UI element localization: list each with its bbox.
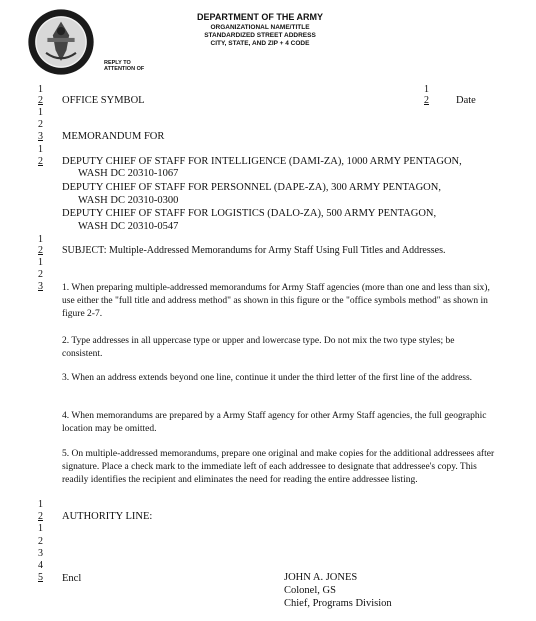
body-paragraph-3: 3. When an address extends beyond one line, continue it under the third letter of the first line of the address. [62, 373, 473, 383]
spacing-number: 2 [38, 269, 43, 280]
signature-name: JOHN A. JONES [284, 572, 358, 583]
memorandum-for-label: MEMORANDUM FOR [62, 131, 165, 142]
body-paragraph-4: 4. When memorandums are prepared by a Army Staff agency for other Army Staff agencies, the full geographic location may be omitted. [62, 411, 487, 434]
city-state-zip: CITY, STATE, AND ZIP + 4 CODE [210, 40, 310, 47]
spacing-number: 2 [38, 119, 43, 130]
spacing-number: 2 [38, 95, 43, 106]
spacing-number: 5 [38, 572, 43, 583]
spacing-number: 2 [38, 245, 43, 256]
authority-line: AUTHORITY LINE: [62, 511, 153, 522]
spacing-number: 1 [38, 523, 43, 534]
date-spacing-number: 2 [424, 95, 429, 106]
addressee-line: WASH DC 20310-0300 [78, 195, 179, 206]
addressee-line: DEPUTY CHIEF OF STAFF FOR INTELLIGENCE (DAMI-ZA), 1000 ARMY PENTAGON, [62, 156, 462, 167]
attention-of-label: ATTENTION OF [104, 66, 145, 72]
organizational-name: ORGANIZATIONAL NAME/TITLE [210, 24, 310, 31]
spacing-number: 1 [38, 234, 43, 245]
body-paragraph-2: 2. Type addresses in all uppercase type or upper and lowercase type. Do not mix the two type styles; be consistent. [62, 336, 455, 359]
date-spacing-number: 1 [424, 84, 429, 95]
spacing-number: 1 [38, 84, 43, 95]
spacing-number: 2 [38, 536, 43, 547]
spacing-number: 2 [38, 156, 43, 167]
spacing-number: 3 [38, 131, 43, 142]
spacing-number: 1 [38, 144, 43, 155]
army-seal-icon [27, 8, 95, 76]
enclosure-label: Encl [62, 573, 82, 584]
date-field: Date [456, 95, 476, 106]
spacing-number: 3 [38, 281, 43, 292]
spacing-number: 1 [38, 257, 43, 268]
signature-rank: Colonel, GS [284, 585, 336, 596]
signature-title: Chief, Programs Division [284, 598, 392, 609]
addressee-line: DEPUTY CHIEF OF STAFF FOR LOGISTICS (DALO-ZA), 500 ARMY PENTAGON, [62, 208, 437, 219]
spacing-number: 1 [38, 107, 43, 118]
spacing-number: 3 [38, 548, 43, 559]
addressee-line: WASH DC 20310-0547 [78, 221, 179, 232]
subject-line: SUBJECT: Multiple-Addressed Memorandums for Army Staff Using Full Titles and Addresses. [62, 245, 446, 256]
body-paragraph-5: 5. On multiple-addressed memorandums, prepare one original and make copies for the additional addressees after signature. Place a check mark to the immediate left of each addressee to designate that addressee's copy. This readily identifies the recipient and eliminates the need for reading the entire addressee listing. [62, 449, 495, 485]
spacing-number: 4 [38, 560, 43, 571]
addressee-line: DEPUTY CHIEF OF STAFF FOR PERSONNEL (DAPE-ZA), 300 ARMY PENTAGON, [62, 182, 441, 193]
spacing-number: 2 [38, 511, 43, 522]
body-paragraph-1: 1. When preparing multiple-addressed memorandums for Army Staff agencies (more than one and less than six), use either the "full title and address method" as shown in this figure or the "office symbols method" as shown in figure 2-7. [62, 283, 490, 319]
street-address: STANDARDIZED STREET ADDRESS [204, 32, 316, 39]
addressee-line: WASH DC 20310-1067 [78, 168, 179, 179]
agency-name: DEPARTMENT OF THE ARMY [197, 12, 323, 22]
reply-to-label: REPLY TO [104, 60, 131, 66]
office-symbol: OFFICE SYMBOL [62, 95, 145, 106]
spacing-number: 1 [38, 499, 43, 510]
